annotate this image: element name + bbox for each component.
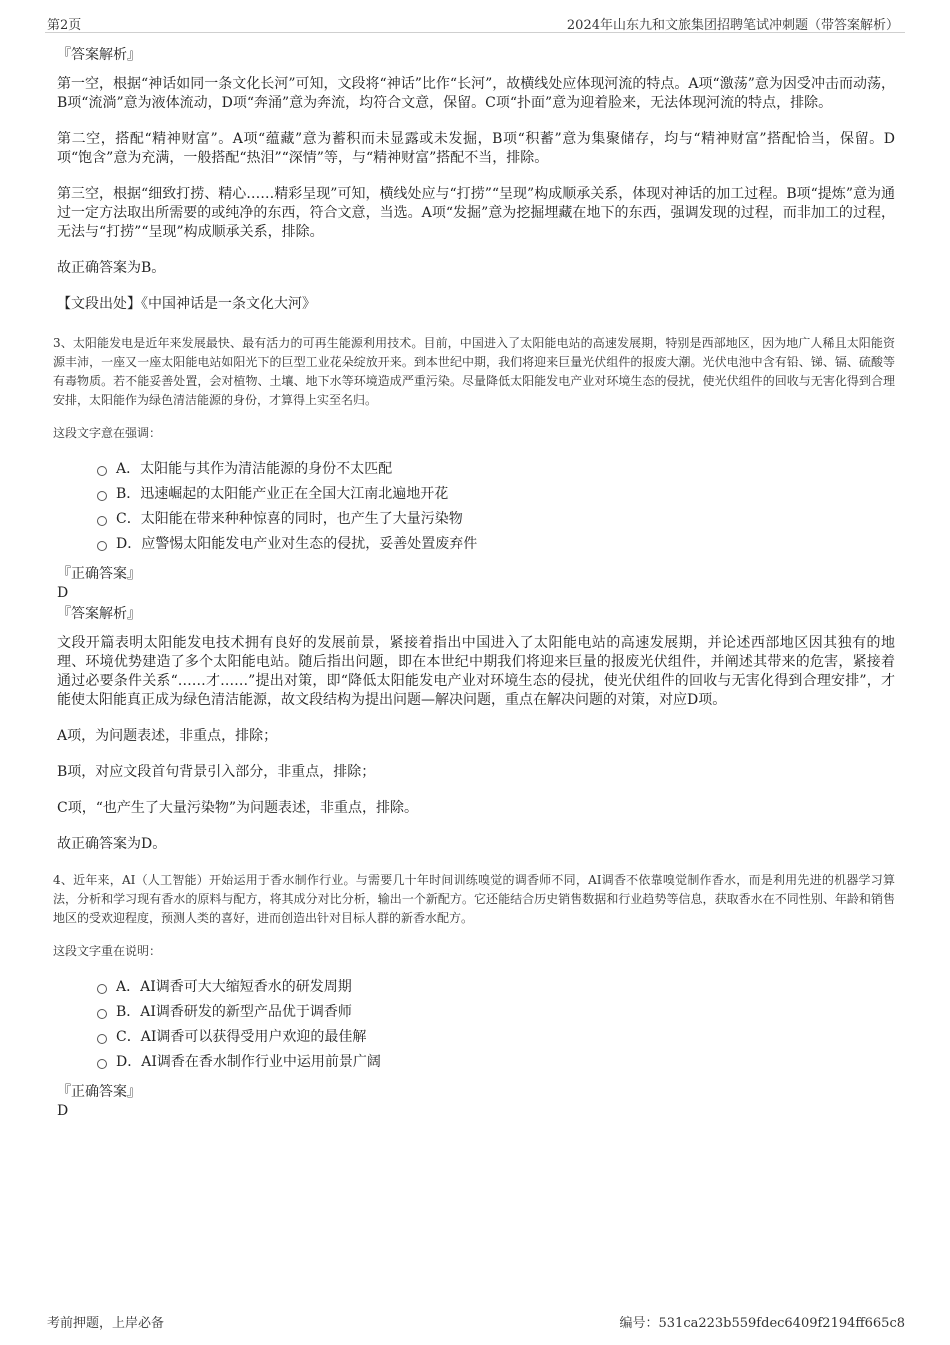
q4-question-prompt: 这段文字重在说明：: [53, 944, 162, 958]
q3-analysis-label: 『答案解析』: [57, 606, 141, 622]
q4-options: [97, 975, 895, 1075]
q4-question-text: 4、近年来，AI（人工智能）开始运用于香水制作行业。与需要几十年时间训练嗅觉的调香师不同，AI调香不依靠嗅觉制作香水，而是利用先进的机器学习算法，分析和学习现有香水的原料与配方，将其成分对比分析，输出一个新配方。它还能结合历史销售数据和行业趋势等信息，获取香水在不同性别、年龄和销售地区的受欢迎程度，预测人类的喜好，进而创造出针对目标人群的新香水配方。: [53, 873, 895, 925]
page-footer: [45, 1312, 905, 1330]
option-label: B．AI调香研发的新型产品优于调香师: [116, 1004, 352, 1020]
q4-answer-value: D: [57, 1103, 69, 1119]
q4-answer-label: 『正确答案』: [57, 1084, 141, 1100]
q4-option-c[interactable]: [97, 1025, 895, 1050]
radio-icon[interactable]: [97, 1009, 107, 1019]
q3-analysis-paragraph: 文段开篇表明太阳能发电技术拥有良好的发展前景，紧接着指出中国进入了太阳能电站的高速发展期，并论述西部地区因其独有的地理、环境优势建造了多个太阳能电站。随后指出问题，即在本世纪中期我们将迎来巨量的报废光伏组件，并阐述其带来的危害，紧接着通过必要条件关系“……才……”提出对策，即“降低太阳能发电产业对环境生态的侵扰，使光伏组件的回收与无害化得到合理安排”，才能使太阳能真正成为绿色清洁能源，故文段结构为提出问题—解决问题，重点在解决问题的对策，对应D项。: [57, 635, 895, 708]
q2-analysis-paragraph: 第一空，根据“神话如同一条文化长河”可知，文段将“神话”比作“长河”，故横线处应体现河流的特点。A项“激荡”意为因受冲击而动荡，B项“流淌”意为液体流动，D项“奔涌”意为奔流，均符合文意，保留。C项“扑面”意为迎着脸来，无法体现河流的特点，排除。: [57, 76, 895, 111]
q3-answer-label: 『正确答案』: [57, 566, 141, 582]
document-title: 2024年山东九和文旅集团招聘笔试冲刺题（带答案解析）: [566, 18, 899, 33]
radio-icon[interactable]: [97, 1034, 107, 1044]
option-label: D．应警惕太阳能发电产业对生态的侵扰，妥善处置废弃件: [116, 536, 478, 552]
radio-icon[interactable]: [97, 1059, 107, 1069]
q3-option-b[interactable]: [97, 482, 895, 507]
q3-option-c[interactable]: [97, 507, 895, 532]
option-label: A．AI调香可大大缩短香水的研发周期: [116, 979, 352, 995]
option-label: B．迅速崛起的太阳能产业正在全国大江南北遍地开花: [116, 486, 449, 502]
option-label: C．AI调香可以获得受用户欢迎的最佳解: [116, 1029, 367, 1045]
q2-analysis-conclusion: 故正确答案为B。: [57, 260, 166, 276]
q2-analysis-label: 『答案解析』: [57, 47, 141, 63]
q2-analysis-paragraph: 第二空，搭配“精神财富”。A项“蕴藏”意为蓄积而未显露或未发掘，B项“积蓄”意为集聚储存，均与“精神财富”搭配恰当，保留。D项“饱含”意为充满，一般搭配“热泪”“深情”等，与“精神财富”搭配不当，排除。: [57, 131, 895, 166]
q3-option-d[interactable]: [97, 532, 895, 557]
q4-option-b[interactable]: [97, 1000, 895, 1025]
document-id: 编号：531ca223b559fdec6409f2194ff665c8: [619, 1316, 905, 1331]
q4-option-d[interactable]: [97, 1050, 895, 1075]
radio-icon[interactable]: [97, 491, 107, 501]
q3-analysis-paragraph: B项，对应文段首句背景引入部分，非重点，排除；: [57, 764, 376, 780]
radio-icon[interactable]: [97, 516, 107, 526]
q3-question-text: 3、太阳能发电是近年来发展最快、最有活力的可再生能源利用技术。目前，中国进入了太阳能电站的高速发展期，特别是西部地区，因为地广人稀且太阳能资源丰沛，一座又一座太阳能电站如阳光下的巨型工业花朵绽放开来。到本世纪中期，我们将迎来巨量光伏组件的报废大潮。光伏电池中含有铅、锑、镉、硫酸等有毒物质。若不能妥善处置，会对植物、土壤、地下水等环境造成严重污染。尽量降低太阳能发电产业对环境生态的侵扰，使光伏组件的回收与无害化得到合理安排，太阳能作为绿色清洁能源的身份，才算得上实至名归。: [53, 336, 895, 407]
option-label: A．太阳能与其作为清洁能源的身份不太匹配: [116, 461, 393, 477]
q3-answer-value: D: [57, 585, 69, 601]
document-content: [53, 46, 895, 1123]
q3-analysis-conclusion: 故正确答案为D。: [57, 836, 167, 852]
q3-question-prompt: 这段文字意在强调：: [53, 426, 162, 440]
q2-analysis-paragraph: 第三空，根据“细致打捞、精心……精彩呈现”可知，横线处应与“打捞”“呈现”构成顺承关系，体现对神话的加工过程。B项“提炼”意为通过一定方法取出所需要的或纯净的东西，符合文意，当选。A项“发掘”意为挖掘埋藏在地下的东西，强调发现的过程，而非加工的过程，无法与“打捞”“呈现”构成顺承关系，排除。: [57, 186, 895, 240]
radio-icon[interactable]: [97, 466, 107, 476]
option-label: D．AI调香在香水制作行业中运用前景广阔: [116, 1054, 381, 1070]
q3-option-a[interactable]: [97, 457, 895, 482]
q3-analysis-paragraph: A项，为问题表述，非重点，排除；: [57, 728, 278, 744]
q3-options: [97, 457, 895, 557]
q3-analysis-paragraph: C项，“也产生了大量污染物”为问题表述，非重点，排除。: [57, 800, 419, 816]
page-header: [45, 14, 905, 33]
radio-icon[interactable]: [97, 984, 107, 994]
footer-slogan: 考前押题，上岸必备: [47, 1316, 165, 1331]
radio-icon[interactable]: [97, 541, 107, 551]
q2-passage-source: 【文段出处】《中国神话是一条文化大河》: [57, 296, 316, 312]
option-label: C．太阳能在带来种种惊喜的同时，也产生了大量污染物: [116, 511, 463, 527]
q4-option-a[interactable]: [97, 975, 895, 1000]
page-number: 第2页: [47, 18, 82, 33]
